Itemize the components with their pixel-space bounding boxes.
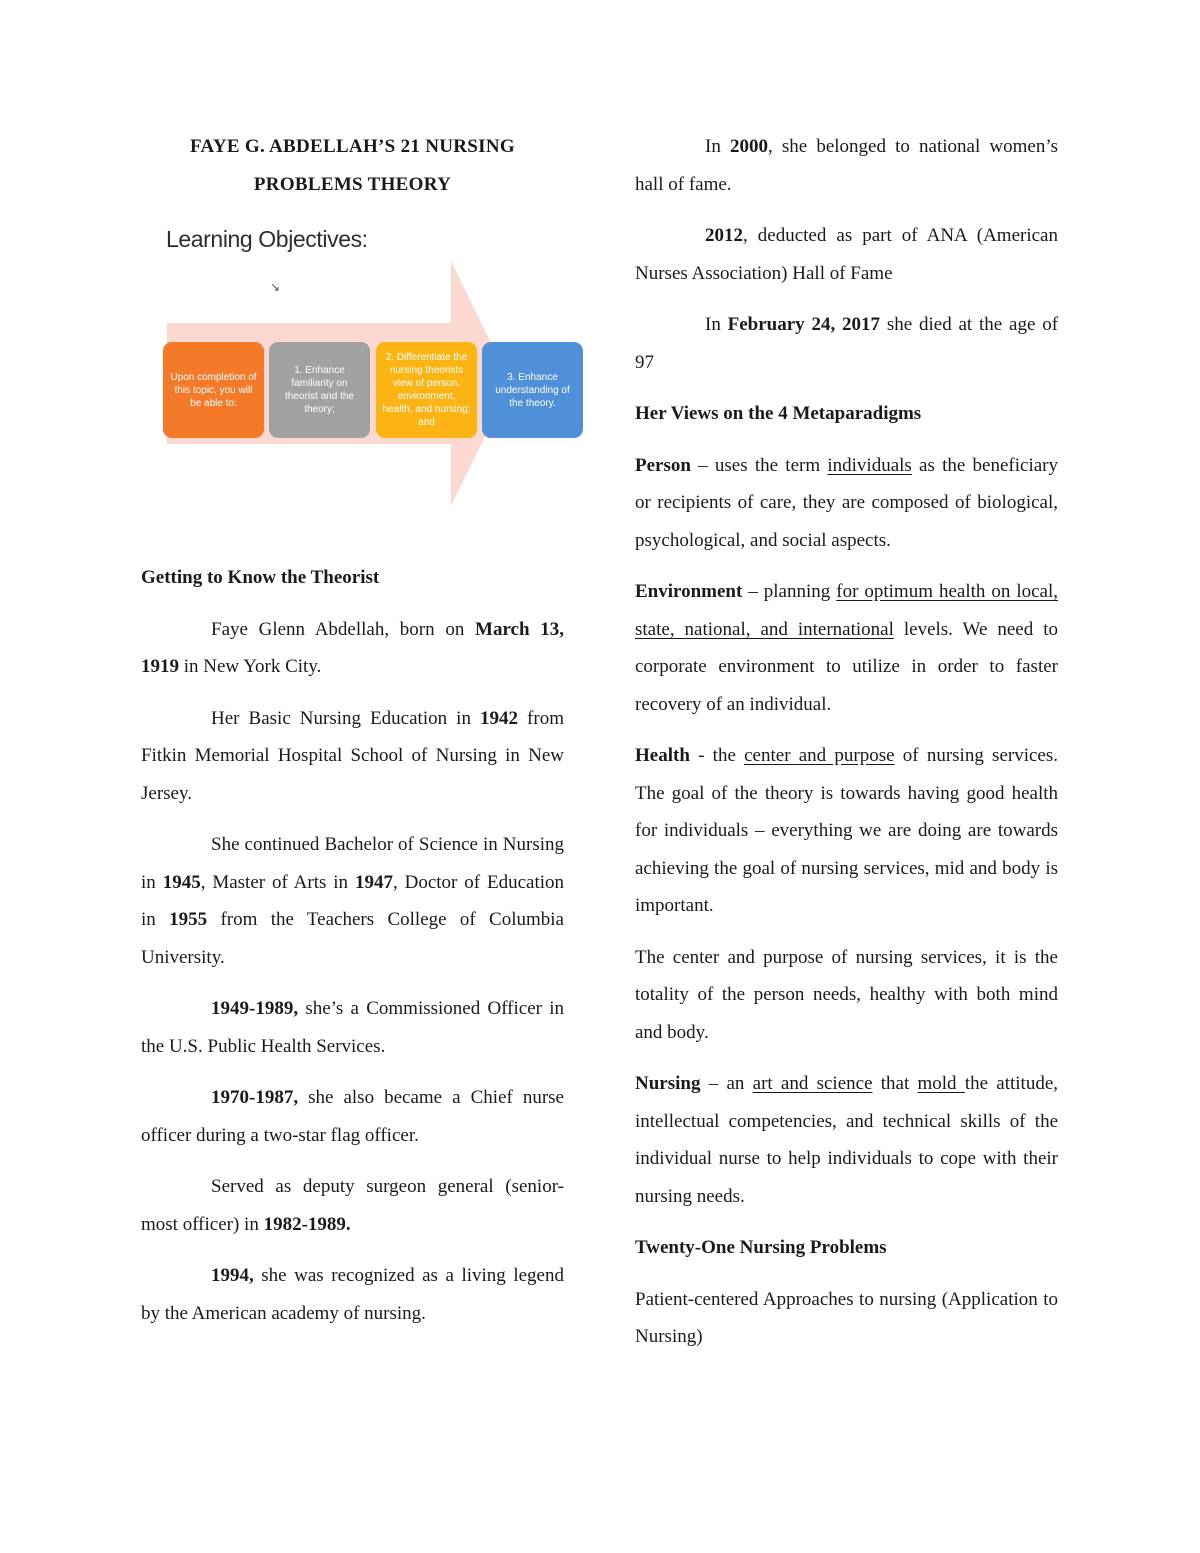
paragraph-approaches: Patient-centered Approaches to nursing (Application to Nursing) [635, 1288, 1058, 1347]
learning-objectives-figure [141, 226, 571, 526]
objective-box-1: 1. Enhance familiarity on theorist and the theory; [269, 342, 370, 438]
paragraph-officer: 1949-1989, she’s a Commissioned Officer in the U.S. Public Health Services. [141, 998, 564, 1057]
learning-objectives-title: Learning Objectives: [166, 226, 368, 252]
paragraph-death: In February 24, 2017 she died at the age of 97 [635, 314, 1059, 373]
paragraph-environment: Environment – planning for optimum health on local, state, national, and international levels. We need to corporate environment to utilize in order to faster recovery of an individual. [635, 581, 1058, 715]
paragraph-ana-2012: 2012, deducted as part of ANA (American Nurses Association) Hall of Fame [635, 225, 1058, 284]
objective-box-3: 3. Enhance understanding of the theory. [482, 342, 583, 438]
objective-box-2: 2. Differentiate the nursing theorists view of person, environment, health, and nursing; and [376, 342, 477, 438]
paragraph-nursing: Nursing – an art and science that mold the attitude, intellectual competencies, and technical skills of the individual nurse to help individuals to cope with their nursing needs. [635, 1073, 1058, 1207]
paragraph-hall-of-fame-2000: In 2000, she belonged to national women’s hall of fame. [635, 136, 1059, 195]
paragraph-living-legend: 1994, she was recognized as a living legend by the American academy of nursing. [141, 1265, 564, 1324]
paragraph-birth: Faye Glenn Abdellah, born on March 13, 1919 in New York City. [141, 618, 564, 677]
section-heading-metaparadigms: Her Views on the 4 Metaparadigms [635, 403, 922, 424]
paragraph-deputy-surgeon: Served as deputy surgeon general (senior-most officer) in 1982-1989. [141, 1176, 564, 1235]
cursor-icon: ↘ [270, 280, 281, 294]
section-heading-theorist: Getting to Know the Theorist [141, 567, 380, 588]
right-column [635, 128, 1058, 1370]
left-column [141, 128, 570, 1346]
section-heading-problems: Twenty-One Nursing Problems [635, 1237, 887, 1258]
objective-box-intro: Upon completion of this topic, you will be able to: [163, 342, 264, 438]
paragraph-person: Person – uses the term individuals as the beneficiary or recipients of care, they are composed of biological, psychological, and social aspects. [635, 454, 1058, 551]
document-title: FAYE G. ABDELLAH’S 21 NURSING PROBLEMS THEORY [190, 136, 515, 195]
paragraph-center-purpose: The center and purpose of nursing services, it is the totality of the person needs, healthy with both mind and body. [635, 946, 1058, 1043]
paragraph-chief-nurse: 1970-1987, she also became a Chief nurse officer during a two-star flag officer. [141, 1087, 564, 1146]
paragraph-health: Health - the center and purpose of nursing services. The goal of the theory is towards having good health for individuals – everything we are doing are towards achieving the goal of nursing services, mid and body is important. [635, 745, 1059, 916]
paragraph-education: Her Basic Nursing Education in 1942 from Fitkin Memorial Hospital School of Nursing in New Jersey. [141, 707, 564, 804]
paragraph-degrees: She continued Bachelor of Science in Nursing in 1945, Master of Arts in 1947, Doctor of Education in 1955 from the Teachers College of Columbia University. [141, 834, 565, 968]
